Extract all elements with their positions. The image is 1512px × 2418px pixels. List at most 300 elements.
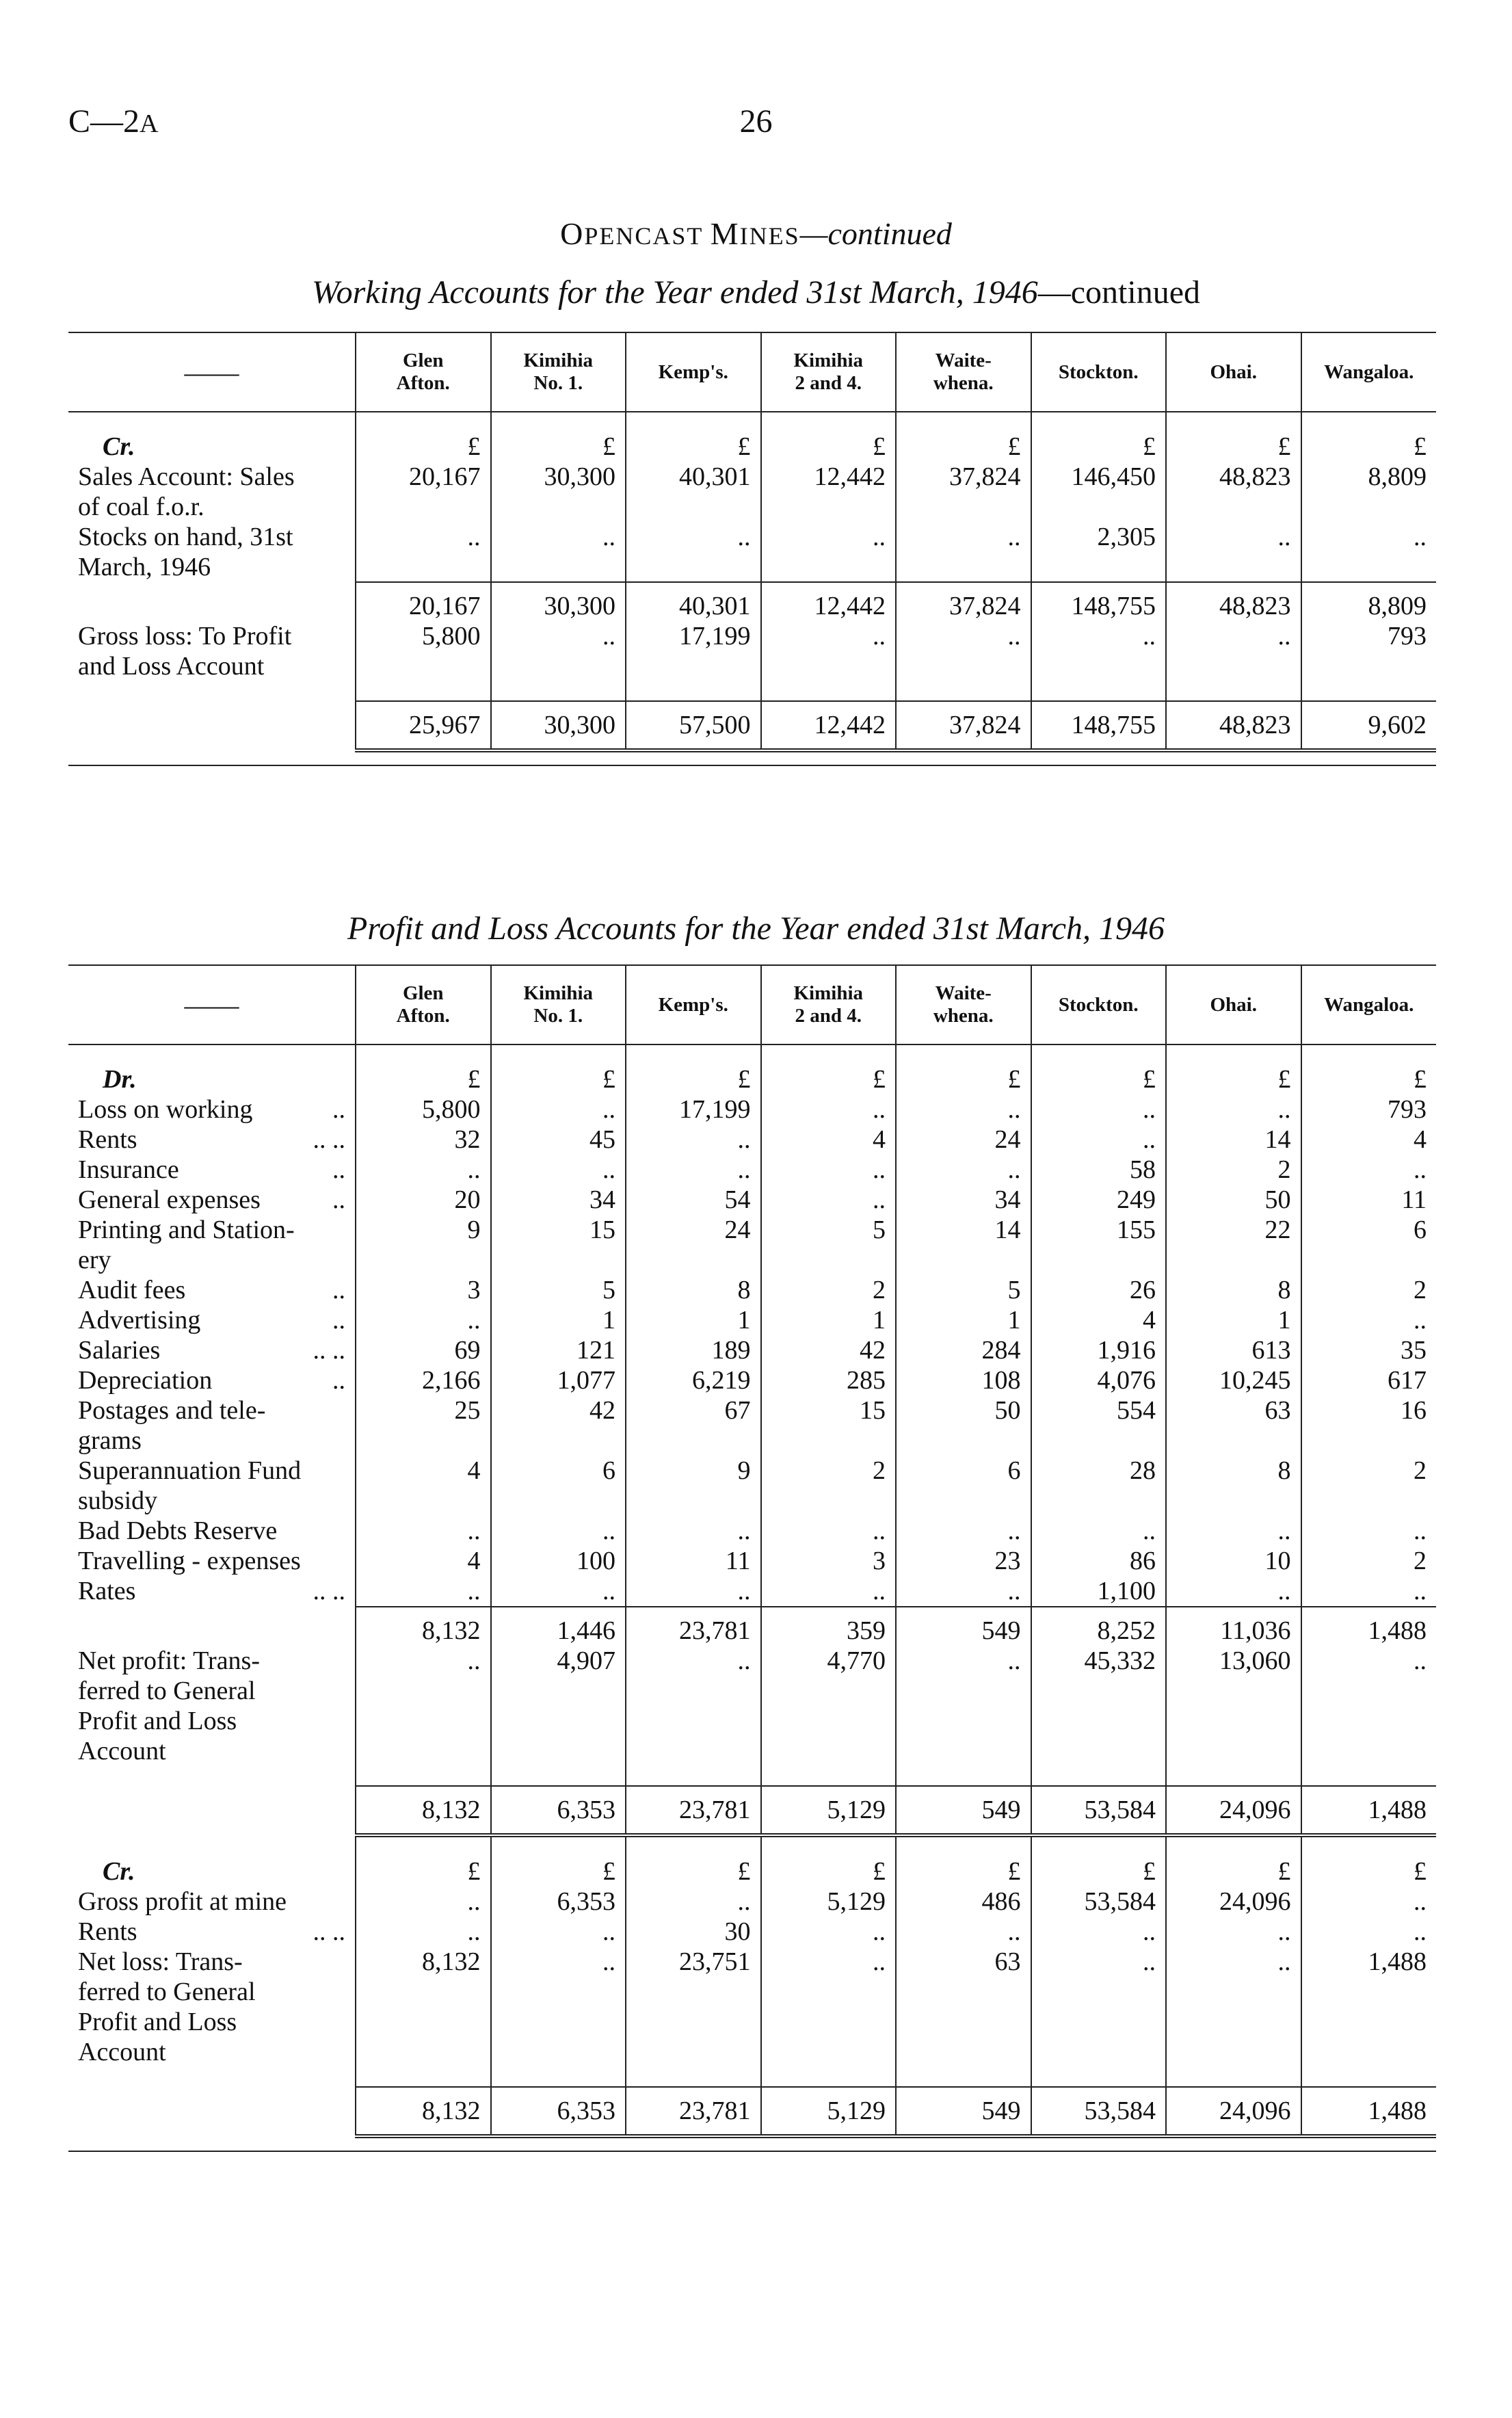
value-cell: 34 xyxy=(491,1185,626,1215)
row-label: Net profit: Trans- ferred to General Profit and Loss Account xyxy=(78,1646,260,1765)
value-cell: 22 xyxy=(1166,1215,1301,1275)
column-header: Stockton. xyxy=(1031,965,1167,1044)
table-row xyxy=(68,1576,1436,1607)
value-cell: 45 xyxy=(491,1125,626,1155)
value-cell: £ xyxy=(491,432,626,462)
leader-dots: .. xyxy=(332,1366,345,1395)
value-cell: .. xyxy=(626,522,761,582)
value-cell: 4 xyxy=(356,1456,491,1516)
value-cell: 6,353 xyxy=(491,1887,626,1917)
row-label xyxy=(68,1917,356,1947)
value-cell: £ xyxy=(356,1064,491,1094)
value-cell: .. xyxy=(761,1917,897,1947)
value-cell: 1 xyxy=(626,1305,761,1335)
value-cell: .. xyxy=(761,1576,897,1607)
value-cell: .. xyxy=(1301,1305,1437,1335)
spacer-row xyxy=(68,2067,1436,2087)
value-cell: 3 xyxy=(761,1546,897,1576)
value-cell: 1 xyxy=(1166,1305,1301,1335)
value-cell: .. xyxy=(356,522,491,582)
value-cell: £ xyxy=(626,432,761,462)
value-cell: 13,060 xyxy=(1166,1646,1301,1766)
value-cell: .. xyxy=(761,621,897,681)
value-cell: 5,800 xyxy=(356,1094,491,1125)
value-cell: 45,332 xyxy=(1031,1646,1167,1766)
row-label xyxy=(68,1576,356,1607)
value-cell: 1,100 xyxy=(1031,1576,1167,1607)
value-cell: 4,076 xyxy=(1031,1365,1167,1395)
table-row xyxy=(68,1335,1436,1365)
value-cell: .. xyxy=(356,1155,491,1185)
row-label xyxy=(68,1094,356,1125)
row-label: Rents xyxy=(78,1125,137,1154)
value-cell: 58 xyxy=(1031,1155,1167,1185)
value-cell: £ xyxy=(356,1856,491,1887)
table-row xyxy=(68,701,1436,750)
value-cell: 11 xyxy=(626,1546,761,1576)
value-cell: 5,129 xyxy=(761,2087,897,2136)
value-cell: .. xyxy=(626,1125,761,1155)
value-cell: 12,442 xyxy=(761,582,897,621)
value-cell: 30 xyxy=(626,1917,761,1947)
value-cell: 30,300 xyxy=(491,462,626,522)
value-cell: .. xyxy=(626,1576,761,1607)
value-cell: 23 xyxy=(896,1546,1031,1576)
leader-dots: .. xyxy=(332,1155,345,1184)
value-cell: 5,129 xyxy=(761,1887,897,1917)
row-label xyxy=(68,1607,356,1646)
value-cell: 24,096 xyxy=(1166,1887,1301,1917)
value-cell: 5,800 xyxy=(356,621,491,681)
value-cell: 1,916 xyxy=(1031,1335,1167,1365)
value-cell: 8 xyxy=(1166,1275,1301,1305)
value-cell: .. xyxy=(626,1155,761,1185)
column-header: Kimihia No. 1. xyxy=(491,965,626,1044)
value-cell: 5 xyxy=(761,1215,897,1275)
value-cell: £ xyxy=(761,432,897,462)
value-cell: £ xyxy=(1166,1856,1301,1887)
value-cell: 121 xyxy=(491,1335,626,1365)
value-cell: 4 xyxy=(1301,1125,1437,1155)
value-cell: 617 xyxy=(1301,1365,1437,1395)
page-number: 26 xyxy=(739,103,773,140)
value-cell: 50 xyxy=(896,1395,1031,1456)
value-cell: 69 xyxy=(356,1335,491,1365)
working-accounts-title: Working Accounts for the Year ended 31st March, 1946—continued xyxy=(312,274,1200,311)
table-row xyxy=(68,1947,1436,2067)
value-cell: .. xyxy=(1031,621,1167,681)
value-cell: .. xyxy=(491,621,626,681)
value-cell: 8,132 xyxy=(356,1786,491,1835)
value-cell: .. xyxy=(1031,1917,1167,1947)
value-cell: .. xyxy=(626,1516,761,1546)
row-label xyxy=(68,1365,356,1395)
row-label: Net loss: Trans- ferred to General Profit and Loss Account xyxy=(78,1947,256,2066)
value-cell: .. xyxy=(356,1576,491,1607)
table-row xyxy=(68,1305,1436,1335)
value-cell: 4 xyxy=(1031,1305,1167,1335)
value-cell: 2 xyxy=(1166,1155,1301,1185)
value-cell: 8 xyxy=(626,1275,761,1305)
document-code: C—2A xyxy=(68,103,159,140)
value-cell: .. xyxy=(761,522,897,582)
value-cell: .. xyxy=(1301,522,1437,582)
table-row xyxy=(68,1395,1436,1456)
value-cell: 8,809 xyxy=(1301,462,1437,522)
value-cell: .. xyxy=(896,1646,1031,1766)
value-cell: 793 xyxy=(1301,621,1437,681)
value-cell: 40,301 xyxy=(626,582,761,621)
value-cell: 63 xyxy=(1166,1395,1301,1456)
value-cell: .. xyxy=(491,1516,626,1546)
value-cell: 6,353 xyxy=(491,1786,626,1835)
value-cell: 549 xyxy=(896,1786,1031,1835)
value-cell: 2 xyxy=(761,1275,897,1305)
column-header: Waite- whena. xyxy=(896,332,1031,412)
value-cell: 9 xyxy=(356,1215,491,1275)
value-cell: 42 xyxy=(761,1335,897,1365)
value-cell: £ xyxy=(1031,1064,1167,1094)
value-cell: 53,584 xyxy=(1031,2087,1167,2136)
column-header: Ohai. xyxy=(1166,965,1301,1044)
table-row xyxy=(68,1516,1436,1546)
value-cell: 26 xyxy=(1031,1275,1167,1305)
header-blank: —— xyxy=(184,989,239,1021)
table-row xyxy=(68,462,1436,522)
table-row xyxy=(68,1365,1436,1395)
table-row xyxy=(68,1125,1436,1155)
table-row xyxy=(68,582,1436,621)
value-cell: 28 xyxy=(1031,1456,1167,1516)
value-cell: .. xyxy=(356,1917,491,1947)
column-header: Glen Afton. xyxy=(356,965,491,1044)
value-cell: £ xyxy=(896,1064,1031,1094)
table-row xyxy=(68,1887,1436,1917)
value-cell: 30,300 xyxy=(491,701,626,750)
row-label xyxy=(68,1155,356,1185)
value-cell: 613 xyxy=(1166,1335,1301,1365)
leader-dots: .. .. xyxy=(313,1125,345,1154)
leader-dots: .. .. xyxy=(313,1336,345,1365)
row-label: Gross profit at mine xyxy=(78,1887,287,1916)
value-cell: .. xyxy=(1166,1094,1301,1125)
profit-loss-title: Profit and Loss Accounts for the Year ended 31st March, 1946 xyxy=(347,910,1165,947)
value-cell: .. xyxy=(1301,1917,1437,1947)
value-cell: 14 xyxy=(896,1215,1031,1275)
value-cell: 4 xyxy=(356,1546,491,1576)
value-cell: 1 xyxy=(491,1305,626,1335)
row-label: Printing and Station- ery xyxy=(78,1215,295,1274)
value-cell: 8,252 xyxy=(1031,1607,1167,1646)
value-cell: 11,036 xyxy=(1166,1607,1301,1646)
table-row xyxy=(68,2087,1436,2136)
value-cell: 285 xyxy=(761,1365,897,1395)
section-title: OPENCAST MINES—continued xyxy=(560,216,952,251)
row-label: Stocks on hand, 31st March, 1946 xyxy=(78,523,293,581)
value-cell: 50 xyxy=(1166,1185,1301,1215)
value-cell: .. xyxy=(1166,621,1301,681)
spacer-row xyxy=(68,681,1436,701)
value-cell: 4,907 xyxy=(491,1646,626,1766)
value-cell: .. xyxy=(896,1576,1031,1607)
value-cell: 25,967 xyxy=(356,701,491,750)
table-row xyxy=(68,621,1436,681)
value-cell: .. xyxy=(1031,1516,1167,1546)
table-row xyxy=(68,1546,1436,1576)
leader-dots: .. .. xyxy=(313,1577,345,1605)
value-cell: 249 xyxy=(1031,1185,1167,1215)
value-cell: 2 xyxy=(761,1456,897,1516)
leader-dots: .. xyxy=(332,1276,345,1304)
value-cell: 2 xyxy=(1301,1546,1437,1576)
value-cell: 24 xyxy=(896,1125,1031,1155)
value-cell: .. xyxy=(896,1155,1031,1185)
value-cell: 23,781 xyxy=(626,2087,761,2136)
column-header: Kimihia 2 and 4. xyxy=(761,965,897,1044)
value-cell: 30,300 xyxy=(491,582,626,621)
row-label xyxy=(68,1185,356,1215)
value-cell: .. xyxy=(491,522,626,582)
value-cell: 20,167 xyxy=(356,582,491,621)
section-label-dr: Dr. xyxy=(103,1065,137,1094)
value-cell: 42 xyxy=(491,1395,626,1456)
value-cell: .. xyxy=(1301,1576,1437,1607)
value-cell: 8,132 xyxy=(356,1607,491,1646)
value-cell: 1 xyxy=(896,1305,1031,1335)
value-cell: 15 xyxy=(491,1215,626,1275)
value-cell: .. xyxy=(626,1887,761,1917)
table-row xyxy=(68,1856,1436,1887)
value-cell: 10 xyxy=(1166,1546,1301,1576)
row-label xyxy=(68,1305,356,1335)
value-cell: 284 xyxy=(896,1335,1031,1365)
value-cell: 486 xyxy=(896,1887,1031,1917)
table-row xyxy=(68,1155,1436,1185)
value-cell: .. xyxy=(1166,1516,1301,1546)
value-cell: .. xyxy=(761,1947,897,2067)
value-cell: .. xyxy=(356,1516,491,1546)
value-cell: £ xyxy=(896,1856,1031,1887)
column-header: Stockton. xyxy=(1031,332,1167,412)
value-cell: 35 xyxy=(1301,1335,1437,1365)
value-cell: 1,488 xyxy=(1301,1786,1437,1835)
value-cell: 20 xyxy=(356,1185,491,1215)
value-cell: 793 xyxy=(1301,1094,1437,1125)
row-label: Rents xyxy=(78,1917,137,1946)
leader-dots: .. xyxy=(332,1306,345,1335)
value-cell: 10,245 xyxy=(1166,1365,1301,1395)
value-cell: 9,602 xyxy=(1301,701,1437,750)
value-cell: .. xyxy=(491,1094,626,1125)
value-cell: .. xyxy=(896,1917,1031,1947)
value-cell: 32 xyxy=(356,1125,491,1155)
table-row xyxy=(68,1646,1436,1766)
value-cell: 4,770 xyxy=(761,1646,897,1766)
value-cell: 6 xyxy=(1301,1215,1437,1275)
value-cell: .. xyxy=(1301,1155,1437,1185)
value-cell: £ xyxy=(626,1856,761,1887)
value-cell: 48,823 xyxy=(1166,462,1301,522)
column-header: Ohai. xyxy=(1166,332,1301,412)
value-cell: 2 xyxy=(1301,1275,1437,1305)
value-cell: 15 xyxy=(761,1395,897,1456)
value-cell: 148,755 xyxy=(1031,701,1167,750)
row-label: Superannuation Fund subsidy xyxy=(78,1456,302,1515)
value-cell: 34 xyxy=(896,1185,1031,1215)
section-label-cr: Cr. xyxy=(103,1857,135,1886)
value-cell: £ xyxy=(761,1064,897,1094)
value-cell: 1 xyxy=(761,1305,897,1335)
value-cell: 53,584 xyxy=(1031,1887,1167,1917)
value-cell: 12,442 xyxy=(761,462,897,522)
value-cell: 3 xyxy=(356,1275,491,1305)
value-cell: .. xyxy=(356,1305,491,1335)
value-cell: 6 xyxy=(896,1456,1031,1516)
value-cell: 23,751 xyxy=(626,1947,761,2067)
value-cell: 1,077 xyxy=(491,1365,626,1395)
column-header: Glen Afton. xyxy=(356,332,491,412)
leader-dots: .. .. xyxy=(313,1917,345,1946)
table-row xyxy=(68,1456,1436,1516)
value-cell: 5 xyxy=(896,1275,1031,1305)
value-cell: 1,488 xyxy=(1301,1947,1437,2067)
spacer-row xyxy=(68,1835,1436,1856)
value-cell: 2,166 xyxy=(356,1365,491,1395)
value-cell: 4 xyxy=(761,1125,897,1155)
value-cell: 37,824 xyxy=(896,462,1031,522)
value-cell: 6,219 xyxy=(626,1365,761,1395)
value-cell: 5,129 xyxy=(761,1786,897,1835)
value-cell: .. xyxy=(761,1094,897,1125)
row-label: Gross loss: To Profit and Loss Account xyxy=(78,622,292,681)
value-cell: 8,132 xyxy=(356,1947,491,2067)
column-header: Wangaloa. xyxy=(1301,332,1437,412)
value-cell: .. xyxy=(1031,1125,1167,1155)
value-cell: 57,500 xyxy=(626,701,761,750)
row-label: Bad Debts Reserve xyxy=(78,1516,278,1545)
working-accounts-table xyxy=(68,332,1436,766)
leader-dots: .. xyxy=(332,1185,345,1214)
value-cell: 6 xyxy=(491,1456,626,1516)
value-cell: 48,823 xyxy=(1166,582,1301,621)
value-cell: 14 xyxy=(1166,1125,1301,1155)
table-row xyxy=(68,1275,1436,1305)
row-label xyxy=(68,1275,356,1305)
value-cell: 24,096 xyxy=(1166,1786,1301,1835)
value-cell: £ xyxy=(1031,432,1167,462)
value-cell: .. xyxy=(1166,1576,1301,1607)
value-cell: .. xyxy=(1166,522,1301,582)
value-cell: 23,781 xyxy=(626,1786,761,1835)
table-row xyxy=(68,1917,1436,1947)
value-cell: 37,824 xyxy=(896,701,1031,750)
value-cell: .. xyxy=(491,1155,626,1185)
value-cell: £ xyxy=(1031,1856,1167,1887)
value-cell: 1,488 xyxy=(1301,2087,1437,2136)
value-cell: .. xyxy=(761,1185,897,1215)
value-cell: 17,199 xyxy=(626,621,761,681)
row-label: Insurance xyxy=(78,1155,179,1184)
value-cell: .. xyxy=(626,1646,761,1766)
value-cell: 8,809 xyxy=(1301,582,1437,621)
row-label: Salaries xyxy=(78,1336,161,1365)
row-label: General expenses xyxy=(78,1185,261,1214)
row-label: Advertising xyxy=(78,1306,201,1335)
value-cell: £ xyxy=(491,1856,626,1887)
row-label xyxy=(68,1335,356,1365)
value-cell: 554 xyxy=(1031,1395,1167,1456)
column-header: Kimihia No. 1. xyxy=(491,332,626,412)
value-cell: 359 xyxy=(761,1607,897,1646)
row-label: Travelling - expenses xyxy=(78,1547,301,1575)
row-label: Depreciation xyxy=(78,1366,213,1395)
spacer-row xyxy=(68,1766,1436,1786)
value-cell: 12,442 xyxy=(761,701,897,750)
value-cell: .. xyxy=(896,621,1031,681)
value-cell: 6,353 xyxy=(491,2087,626,2136)
value-cell: .. xyxy=(761,1516,897,1546)
spacer-row xyxy=(68,1044,1436,1064)
value-cell: 16 xyxy=(1301,1395,1437,1456)
value-cell: .. xyxy=(1301,1887,1437,1917)
value-cell: £ xyxy=(896,432,1031,462)
value-cell: £ xyxy=(1166,432,1301,462)
row-label: Loss on working xyxy=(78,1095,253,1124)
row-label xyxy=(68,701,356,750)
table-row xyxy=(68,1786,1436,1835)
row-label xyxy=(68,2087,356,2136)
value-cell: 549 xyxy=(896,1607,1031,1646)
value-cell: .. xyxy=(1301,1646,1437,1766)
value-cell: 108 xyxy=(896,1365,1031,1395)
table-row xyxy=(68,1185,1436,1215)
value-cell: .. xyxy=(896,522,1031,582)
value-cell: 9 xyxy=(626,1456,761,1516)
value-cell: £ xyxy=(626,1064,761,1094)
section-label-cr: Cr. xyxy=(103,432,135,461)
value-cell: .. xyxy=(491,1576,626,1607)
value-cell: 146,450 xyxy=(1031,462,1167,522)
value-cell: 100 xyxy=(491,1546,626,1576)
row-label: Sales Account: Sales of coal f.o.r. xyxy=(78,462,295,521)
value-cell: .. xyxy=(1301,1516,1437,1546)
row-label: Rates xyxy=(78,1577,136,1605)
value-cell: 67 xyxy=(626,1395,761,1456)
value-cell: 155 xyxy=(1031,1215,1167,1275)
table-row xyxy=(68,1215,1436,1275)
value-cell: 37,824 xyxy=(896,582,1031,621)
spacer-row xyxy=(68,412,1436,432)
value-cell: 148,755 xyxy=(1031,582,1167,621)
table-row xyxy=(68,1607,1436,1646)
value-cell: .. xyxy=(356,1646,491,1766)
table-row xyxy=(68,1094,1436,1125)
value-cell: 1,488 xyxy=(1301,1607,1437,1646)
value-cell: 2,305 xyxy=(1031,522,1167,582)
value-cell: 5 xyxy=(491,1275,626,1305)
value-cell: 20,167 xyxy=(356,462,491,522)
value-cell: 86 xyxy=(1031,1546,1167,1576)
value-cell: 17,199 xyxy=(626,1094,761,1125)
value-cell: 54 xyxy=(626,1185,761,1215)
value-cell: .. xyxy=(356,1887,491,1917)
row-label: Audit fees xyxy=(78,1276,186,1304)
value-cell: 11 xyxy=(1301,1185,1437,1215)
value-cell: .. xyxy=(896,1094,1031,1125)
value-cell: .. xyxy=(896,1516,1031,1546)
value-cell: 8,132 xyxy=(356,2087,491,2136)
value-cell: £ xyxy=(1301,1856,1437,1887)
